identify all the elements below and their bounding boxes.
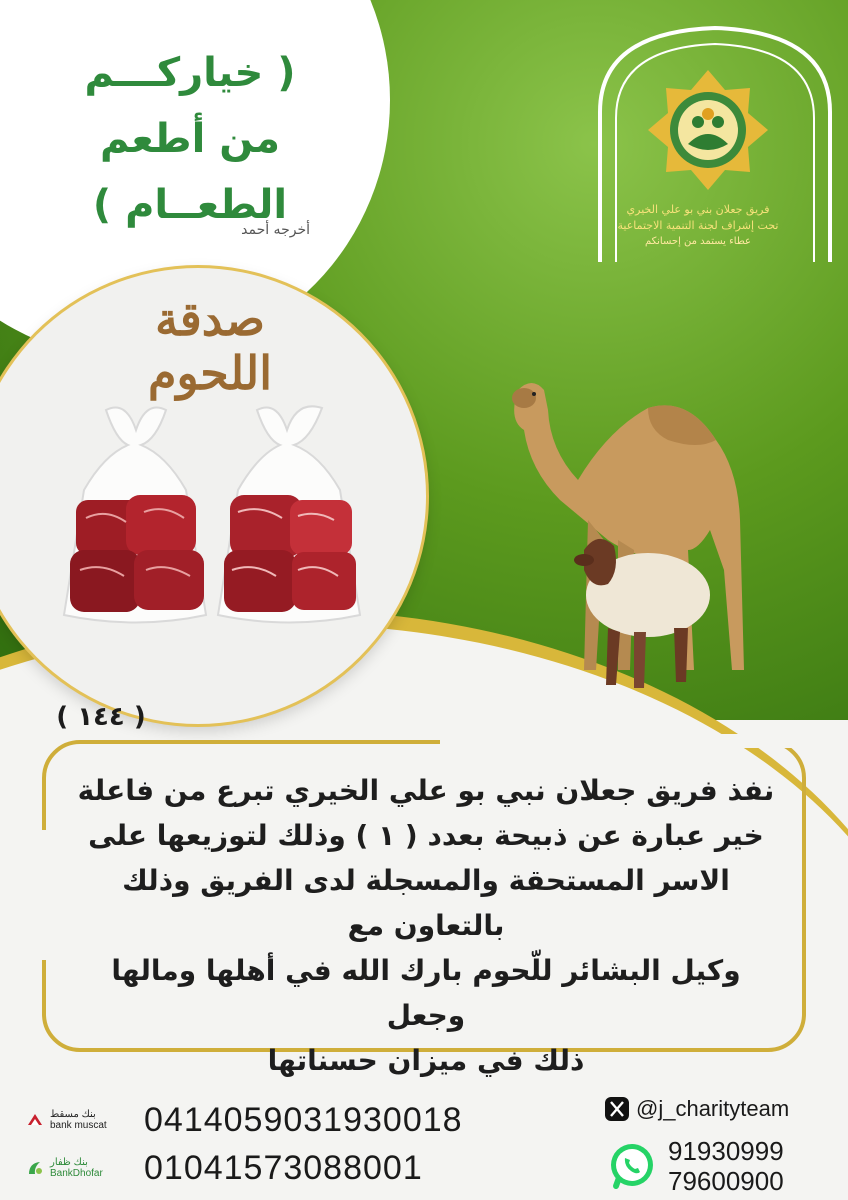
donation-counter: ( ١٤٤ ) — [56, 702, 146, 732]
headline-line-2: من أطعم — [99, 116, 281, 162]
announcement-text — [76, 768, 776, 1083]
meat-bag-image — [56, 400, 216, 625]
whatsapp-numbers — [668, 1136, 784, 1196]
phone-number[interactable]: 91930999 — [668, 1136, 784, 1166]
bank-dhofar-icon — [26, 1159, 44, 1177]
logo-caption — [598, 202, 798, 250]
campaign-title: صدقة اللحوم — [148, 292, 272, 400]
frame-gap — [30, 830, 52, 960]
bank-name-arabic: بنك مسقط — [50, 1109, 96, 1120]
headline-line-3: الطعــام ) — [92, 182, 288, 228]
bank-dhofar-logo — [26, 1150, 136, 1186]
frame-gap — [440, 734, 820, 748]
social-handle-row — [604, 1096, 789, 1122]
announcement-line: وكيل البشائر للّحوم بارك الله في أهلها ومالها وجعل — [111, 954, 741, 1032]
announcement-line: نفذ فريق جعلان نبي بو علي الخيري تبرع من فاعلة — [77, 774, 775, 807]
bank-account-row — [26, 1098, 463, 1142]
bank-name-english: bank muscat — [50, 1120, 107, 1131]
phone-number[interactable]: 79600900 — [668, 1166, 784, 1196]
announcement-line: الاسر المستحقة والمسجلة لدى الفريق وذلك بالتعاون مع — [122, 864, 730, 942]
social-handle[interactable]: @j_charityteam — [636, 1096, 790, 1121]
headline-line-1: ( خياركـــم — [84, 50, 296, 96]
bank-account-number: 01041573088001 — [144, 1148, 423, 1187]
whatsapp-icon — [606, 1140, 658, 1192]
meat-bag-image — [212, 400, 367, 625]
announcement-line: ذلك في ميزان حسناتها — [267, 1044, 585, 1077]
x-icon — [604, 1096, 630, 1122]
announcement-line: خير عبارة عن ذبيحة بعدد ( ١ ) وذلك لتوزيعها على — [88, 819, 764, 852]
logo-team-name: فريق جعلان بني بو علي الخيري — [626, 203, 770, 216]
bank-muscat-icon — [26, 1111, 44, 1129]
bank-account-row — [26, 1146, 423, 1190]
bank-name-english: BankDhofar — [50, 1168, 103, 1179]
hadith-headline — [60, 40, 320, 238]
whatsapp-contact — [606, 1136, 836, 1196]
bank-account-number: 0414059031930018 — [144, 1100, 463, 1139]
bank-name-arabic: بنك ظفار — [50, 1157, 88, 1168]
hadith-source: أخرجه أحمد — [241, 222, 310, 238]
bank-muscat-logo — [26, 1102, 136, 1138]
camel-and-sheep-image — [488, 370, 758, 700]
logo-slogan: عطاء يستمد من إحسانكم — [644, 236, 752, 247]
logo-supervision: تحت إشراف لجنة التنمية الاجتماعية — [617, 219, 779, 232]
